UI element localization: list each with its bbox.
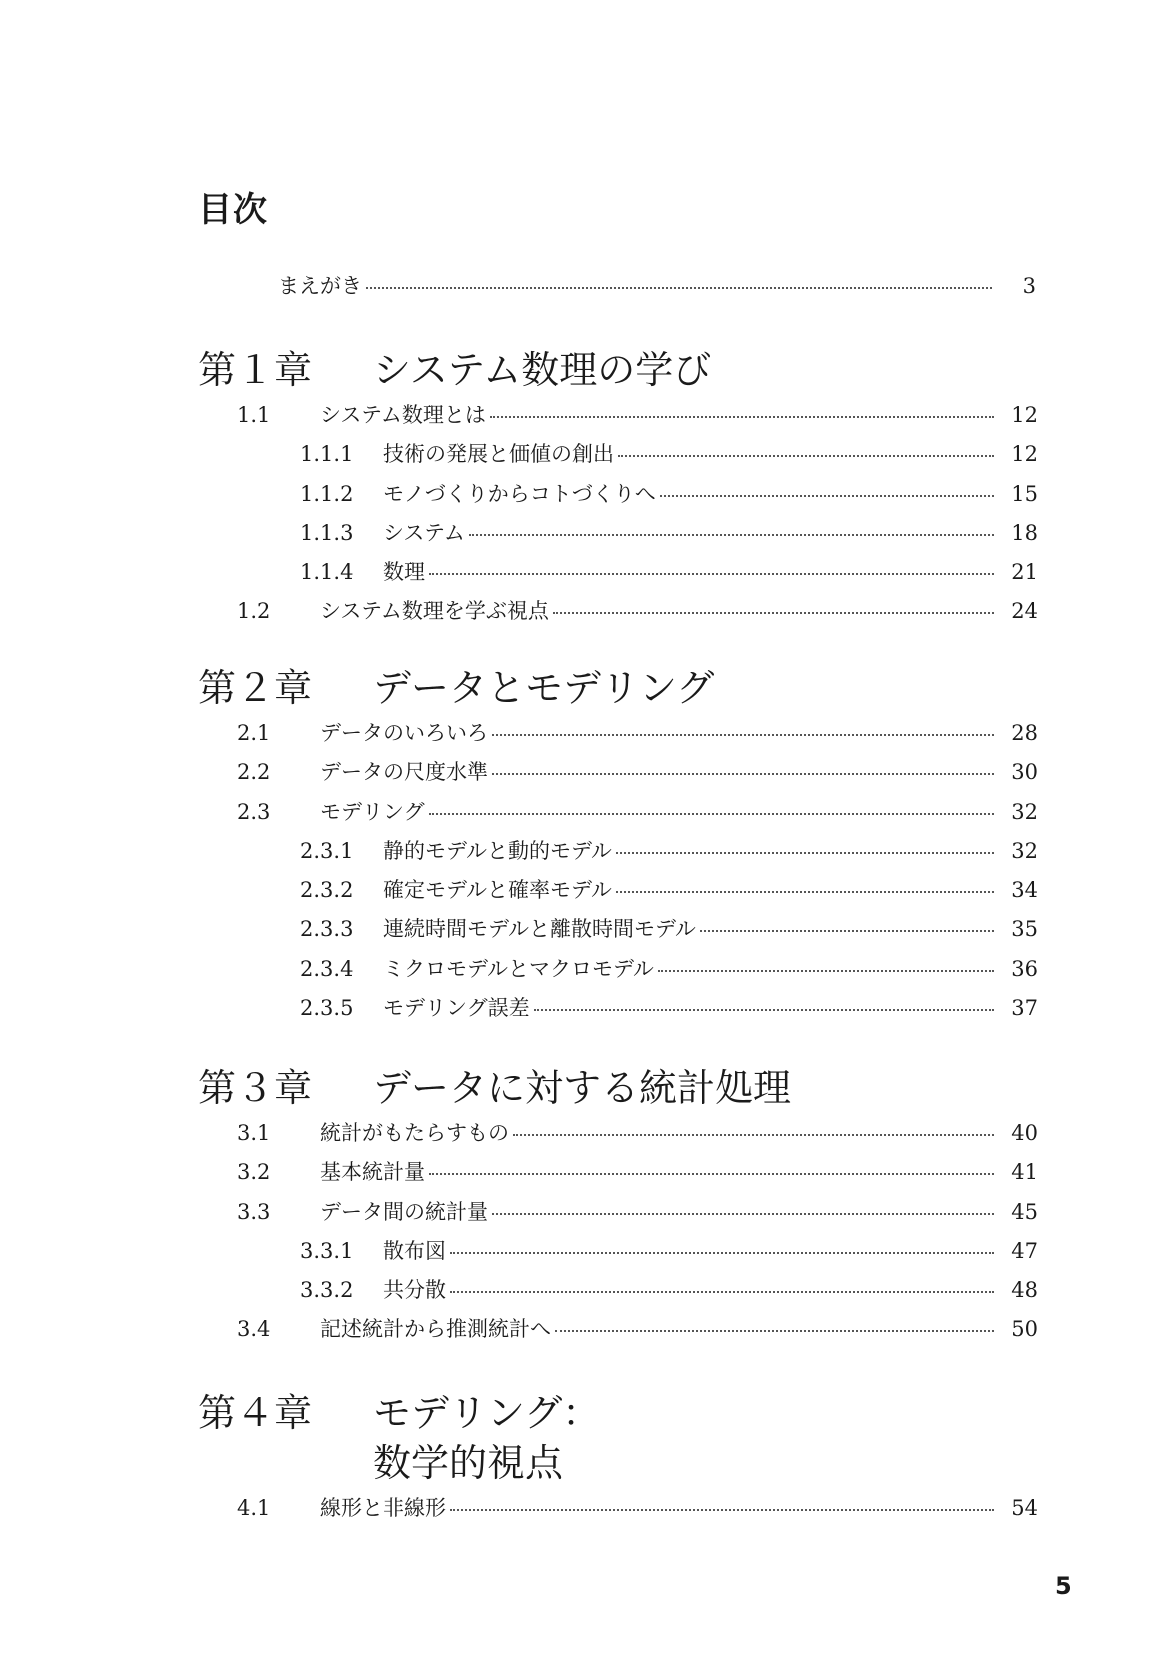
toc-entry-number: 1.1.4: [300, 560, 354, 585]
dot-leader: [490, 416, 994, 418]
toc-entry-label: モノづくりからコトづくりへ: [383, 481, 656, 506]
toc-entry-page: 48: [1011, 1278, 1038, 1303]
toc-entry-page: 18: [1011, 520, 1038, 545]
chapter-heading[interactable]: [198, 1388, 1038, 1488]
toc-entry-page: 3: [1022, 274, 1036, 298]
toc-entry-page: 15: [1011, 481, 1038, 506]
chapter-number: 第１章: [198, 348, 313, 392]
toc-entry-label: データのいろいろ: [320, 721, 488, 745]
toc-entry-label: モデリング: [320, 799, 425, 824]
chapter-title: データとモデリング: [373, 666, 715, 710]
chapter-number: 第２章: [198, 666, 313, 710]
toc-section-entry[interactable]: [198, 717, 1038, 756]
toc-entry-page: 32: [1011, 838, 1038, 863]
dot-leader: [469, 534, 994, 536]
toc-entry-page: 32: [1011, 799, 1038, 824]
toc-entry-number: 3.3.1: [300, 1238, 354, 1263]
toc-subsection-entry[interactable]: [198, 517, 1038, 556]
dot-leader: [555, 1330, 994, 1332]
chapter-3: [198, 1063, 1038, 1353]
toc-entry-number: 3.3: [237, 1199, 271, 1224]
toc-entry-label: 線形と非線形: [320, 1496, 446, 1520]
chapter-4: [198, 1388, 1038, 1531]
toc-entry-page: 30: [1011, 760, 1038, 785]
dot-leader: [429, 1173, 994, 1175]
toc-entry-label: 技術の発展と価値の創出: [383, 442, 614, 467]
toc-entry-page: 12: [1011, 403, 1038, 427]
toc-entry-number: 2.3.4: [300, 956, 354, 981]
toc-entry-page: 24: [1011, 599, 1038, 624]
chapter-entries: [198, 717, 1038, 1031]
toc-subsection-entry[interactable]: [198, 1274, 1038, 1313]
dot-leader: [618, 455, 994, 457]
toc-entry-number: 2.3.3: [300, 917, 354, 942]
toc-subsection-entry[interactable]: [198, 835, 1038, 874]
toc-entry-number: 2.1: [237, 721, 271, 745]
toc-entry-label: 連続時間モデルと離散時間モデル: [383, 917, 696, 942]
toc-entry-number: 3.3.2: [300, 1278, 354, 1303]
dot-leader: [492, 734, 994, 736]
toc-entry-label: まえがき: [278, 274, 362, 298]
toc-entry-number: 3.1: [237, 1121, 271, 1145]
toc-entry-number: 3.2: [237, 1160, 271, 1185]
toc-entry-label: システム: [383, 520, 465, 545]
dot-leader: [553, 612, 994, 614]
toc-subsection-entry[interactable]: [198, 874, 1038, 913]
toc-entry-page: 28: [1011, 721, 1038, 745]
dot-leader: [616, 852, 994, 854]
chapter-heading[interactable]: [198, 1063, 1038, 1113]
toc-entry-label: 数理: [383, 560, 425, 585]
toc-entry-label: 統計がもたらすもの: [320, 1121, 509, 1145]
toc-subsection-entry[interactable]: [198, 1235, 1038, 1274]
toc-section-entry[interactable]: [198, 1196, 1038, 1235]
toc-entry-page: 54: [1011, 1496, 1038, 1520]
toc-subsection-entry[interactable]: [198, 992, 1038, 1031]
toc-entry-page: 40: [1011, 1121, 1038, 1145]
toc-subsection-entry[interactable]: [198, 913, 1038, 952]
toc-entry-label: データ間の統計量: [320, 1199, 488, 1224]
toc-entry-label: システム数理とは: [320, 403, 486, 427]
toc-subsection-entry[interactable]: [198, 953, 1038, 992]
toc-entry-label: モデリング誤差: [383, 996, 530, 1021]
toc-entry-page: 12: [1011, 442, 1038, 467]
chapter-heading[interactable]: [198, 345, 1038, 395]
toc-section-entry[interactable]: [198, 399, 1038, 438]
chapter-number: 第４章: [198, 1391, 313, 1435]
toc-entry-label: ミクロモデルとマクロモデル: [383, 956, 654, 981]
toc-entry-number: 2.3.1: [300, 838, 354, 863]
toc-foreword[interactable]: [278, 270, 1036, 300]
toc-entry-label: データの尺度水準: [320, 760, 488, 785]
toc-entry-number: 3.4: [237, 1317, 271, 1342]
toc-section-entry[interactable]: [198, 1492, 1038, 1531]
toc-entry-number: 1.1: [237, 403, 271, 427]
toc-section-entry[interactable]: [198, 595, 1038, 634]
toc-section-entry[interactable]: [198, 796, 1038, 835]
page-number: 5: [1055, 1572, 1072, 1600]
chapter-heading[interactable]: [198, 663, 1038, 713]
dot-leader: [700, 930, 994, 932]
toc-entry-page: 47: [1011, 1238, 1038, 1263]
toc-entry-page: 41: [1011, 1160, 1038, 1185]
dot-leader: [660, 495, 994, 497]
dot-leader: [450, 1252, 994, 1254]
toc-entry-number: 1.1.1: [300, 442, 354, 467]
chapter-entries: [198, 1117, 1038, 1353]
toc-entry-number: 1.2: [237, 599, 271, 624]
chapter-title: モデリング： 数学的視点: [373, 1391, 601, 1485]
chapter-1: [198, 345, 1038, 635]
toc-entry-label: 確定モデルと確率モデル: [383, 878, 612, 903]
dot-leader: [429, 573, 994, 575]
toc-section-entry[interactable]: [198, 1313, 1038, 1352]
dot-leader: [616, 891, 994, 893]
chapter-2: [198, 663, 1038, 1031]
toc-section-entry[interactable]: [198, 1117, 1038, 1156]
toc-entry-label: システム数理を学ぶ視点: [320, 599, 549, 624]
dot-leader: [534, 1009, 994, 1011]
toc-entry-page: 37: [1011, 996, 1038, 1021]
dot-leader: [366, 287, 992, 289]
toc-entry-page: 45: [1011, 1199, 1038, 1224]
toc-entry-page: 21: [1011, 560, 1038, 585]
toc-entry-page: 36: [1011, 956, 1038, 981]
chapter-entries: [198, 399, 1038, 635]
dot-leader: [429, 813, 994, 815]
toc-entry-label: 共分散: [383, 1278, 446, 1303]
toc-entry-number: 1.1.2: [300, 481, 354, 506]
toc-entry-label: 静的モデルと動的モデル: [383, 838, 612, 863]
toc-entry-label: 基本統計量: [320, 1160, 425, 1185]
toc-entry-label: 散布図: [383, 1238, 446, 1263]
dot-leader: [513, 1134, 994, 1136]
toc-entry-number: 1.1.3: [300, 520, 354, 545]
toc-entry-number: 4.1: [237, 1496, 271, 1520]
dot-leader: [450, 1291, 994, 1293]
page-title: 目次: [198, 190, 268, 230]
toc-entry-number: 2.3.5: [300, 996, 354, 1021]
toc-entry-page: 35: [1011, 917, 1038, 942]
dot-leader: [450, 1509, 994, 1511]
toc-entry-page: 50: [1011, 1317, 1038, 1342]
chapter-entries: [198, 1492, 1038, 1531]
toc-entry-number: 2.2: [237, 760, 271, 785]
dot-leader: [492, 1213, 994, 1215]
toc-subsection-entry[interactable]: [198, 478, 1038, 517]
toc-entry-number: 2.3.2: [300, 878, 354, 903]
toc-section-entry[interactable]: [198, 1156, 1038, 1195]
chapter-number: 第３章: [198, 1066, 313, 1110]
toc-entry-label: 記述統計から推測統計へ: [320, 1317, 551, 1342]
toc-subsection-entry[interactable]: [198, 556, 1038, 595]
chapter-title: システム数理の学び: [373, 348, 712, 392]
dot-leader: [658, 970, 994, 972]
dot-leader: [492, 773, 994, 775]
toc-entry-number: 2.3: [237, 799, 271, 824]
toc-section-entry[interactable]: [198, 756, 1038, 795]
toc-subsection-entry[interactable]: [198, 438, 1038, 477]
chapter-title: データに対する統計処理: [373, 1066, 792, 1110]
toc-entry-page: 34: [1011, 878, 1038, 903]
